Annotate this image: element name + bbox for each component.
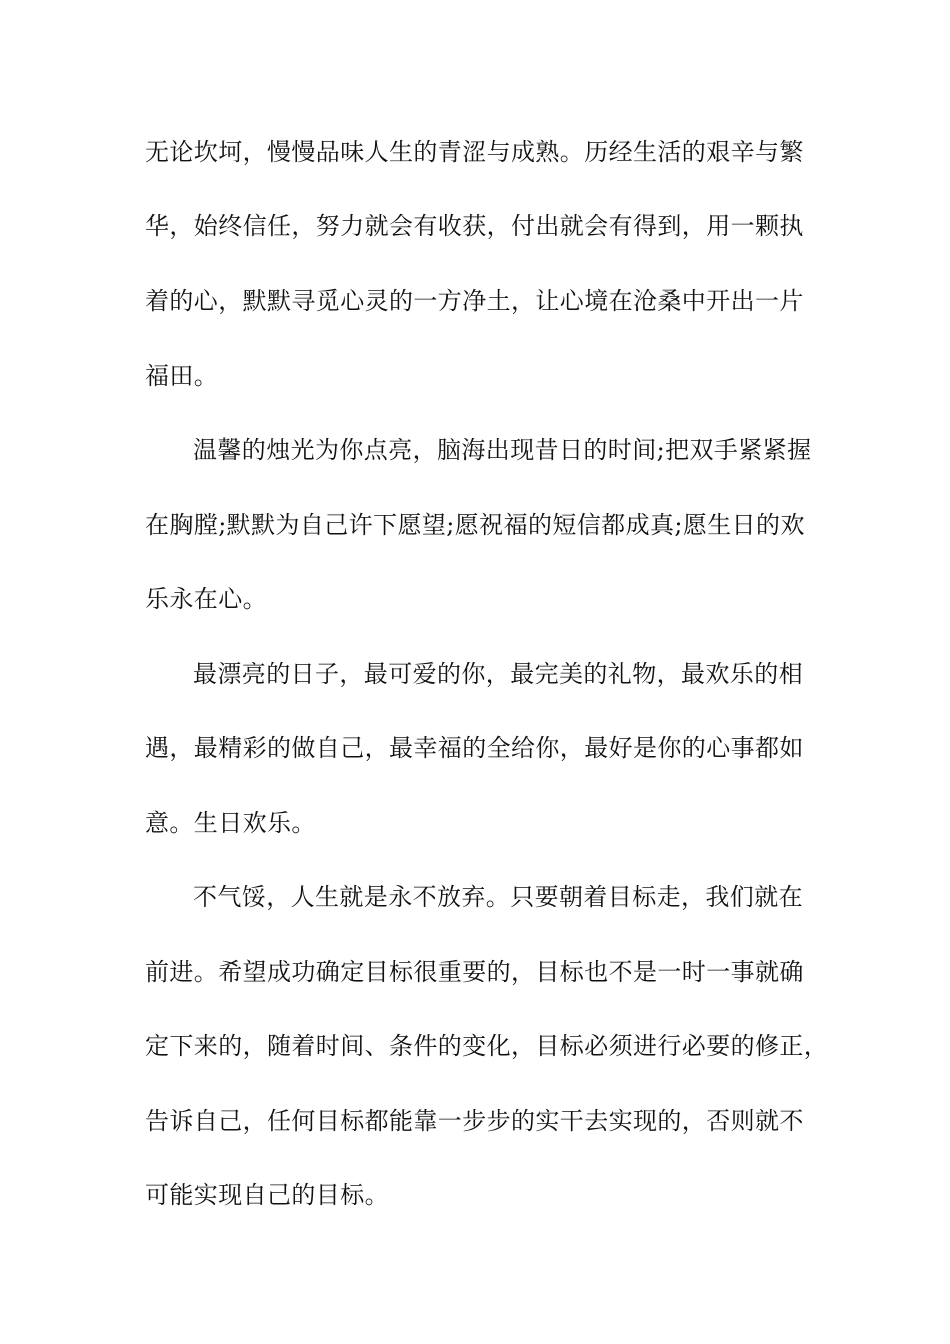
paragraph-line: 最漂亮的日子，最可爱的你，最完美的礼物，最欢乐的相 bbox=[193, 660, 803, 688]
paragraph-line: 福田。 bbox=[145, 362, 219, 390]
paragraph-line: 前进。希望成功确定目标很重要的，目标也不是一时一事就确 bbox=[145, 958, 804, 986]
paragraph-line: 遇，最精彩的做自己，最幸福的全给你，最好是你的心事都如 bbox=[145, 734, 804, 762]
paragraph-line: 乐永在心。 bbox=[145, 585, 267, 613]
paragraph-line: 意。生日欢乐。 bbox=[145, 809, 316, 837]
paragraph-line: 在胸膛;默默为自己许下愿望;愿祝福的短信都成真;愿生日的欢 bbox=[145, 511, 805, 539]
paragraph-line: 可能实现自己的目标。 bbox=[145, 1181, 389, 1209]
paragraph-line: 告诉自己，任何目标都能靠一步步的实干去实现的，否则就不 bbox=[145, 1107, 804, 1135]
paragraph-line: 定下来的，随着时间、条件的变化，目标必须进行必要的修正， bbox=[145, 1032, 829, 1060]
paragraph-line: 着的心，默默寻觅心灵的一方净土，让心境在沧桑中开出一片 bbox=[145, 287, 804, 315]
paragraph-line: 温馨的烛光为你点亮，脑海出现昔日的时间;把双手紧紧握 bbox=[193, 436, 812, 464]
paragraph-line: 不气馁，人生就是永不放弃。只要朝着目标走，我们就在 bbox=[193, 883, 803, 911]
paragraph-line: 无论坎坷，慢慢品味人生的青涩与成熟。历经生活的艰辛与繁 bbox=[145, 138, 804, 166]
paragraph-line: 华，始终信任，努力就会有收获，付出就会有得到，用一颗执 bbox=[145, 212, 804, 240]
